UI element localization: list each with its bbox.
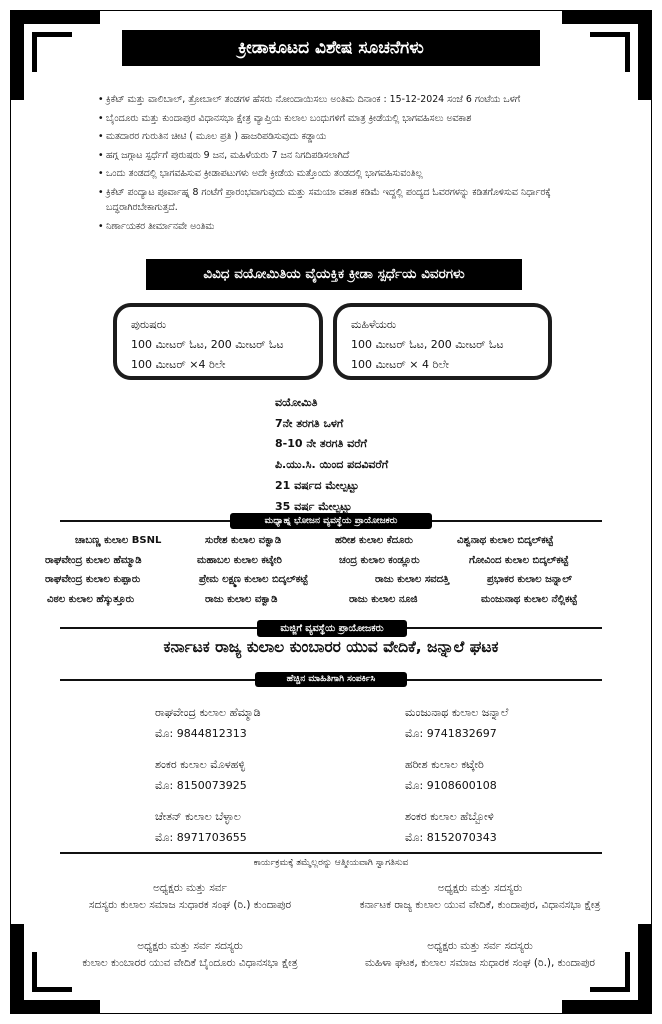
contact-name: ಹರೀಶ ಕುಲಾಲ ಕಟ್ಕೇರಿ [405,758,484,771]
host-block [55,938,325,972]
men-events-box [113,303,323,380]
sponsor-name: ಸುರೇಶ ಕುಲಾಲ ವಕ್ವಾಡಿ [205,535,282,546]
welcome-text: ಕಾರ್ಯಕ್ರಮಕ್ಕೆ ತಮ್ಮೆಲ್ಲರನ್ನು ಆತ್ಮೀಯವಾಗಿ ಸ್ವಾಗತಿಸುವ [253,858,409,868]
age-group-item: ಪಿ.ಯು.ಸಿ. ಯಿಂದ ಪದವಿವರೆಗೆ [275,458,389,472]
host-organization: ಸದಸ್ಯರು ಕುಲಾಲ ಸಮಾಜ ಸುಧಾರಕ ಸಂಘ (ರಿ.) ಕುಂದಾಪುರ [88,899,292,911]
women-heading: ಮಹಿಳೆಯರು [351,318,397,331]
organization-name: ಕರ್ನಾಟಕ ರಾಜ್ಯ ಕುಲಾಲ ಕುಂಬಾರರ ಯುವ ವೇದಿಕೆ, ಜನ್ನಾಲೆ ಘಟಕ [163,638,499,656]
sponsor-name: ಪ್ರೇಮ ಲಕ್ಷ್ಮಣ ಕುಲಾಲ ಬಿದ್ಕಲ್‌ಕಟ್ಟೆ [199,574,308,585]
men-heading: ಪುರುಷರು [131,318,167,331]
sponsor-name: ಚಾಬಣ್ಣ ಕುಲಾಲ BSNL [75,535,162,546]
host-block [325,938,635,972]
rule-item: • ಕ್ರಿಕೆಟ್ ಮತ್ತು ವಾಲಿಬಾಲ್, ತ್ರೋಬಾಲ್ ತಂಡಗಳ ಹೆಸರು ನೋಂದಾಯಿಸಲು ಅಂತಿಮ ದಿನಾಂಕ : 15-12-2024 ಸಂಜೆ 6 ಗಂಟೆಯ ಒಳಗೆ [98,92,568,107]
corner-ornament-top-right [562,10,652,100]
corner-ornament-top-left [10,10,100,100]
contact-phone: ಮೊ: 9741832697 [405,727,497,740]
buttermilk-sponsor-label: ಮಜ್ಜಿಗೆ ವ್ಯವಸ್ಥೆಯ ಪ್ರಾಯೋಜಕರು [257,620,407,637]
men-event-line: 100 ಮೀಟರ್ ×4 ರಿಲೇ [131,358,226,371]
contact-phone: ಮೊ: 8971703655 [155,831,247,844]
sponsor-name: ಪ್ರಭಾಕರ ಕುಲಾಲ ಜನ್ನಾಲ್ [487,574,573,585]
divider [60,852,602,854]
rules-list [98,92,568,237]
sponsor-name: ರಾಘವೇಂದ್ರ ಕುಲಾಲ ಕುಪ್ಪಾರು [45,574,141,585]
rule-item: • ಮತದಾರರ ಗುರುತಿನ ಚೀಟಿ ( ಮೂಲ ಪ್ರತಿ ) ಹಾಜರಿಪಡಿಸುವುದು ಕಡ್ಡಾಯ [98,129,568,144]
sponsor-row [45,535,619,555]
contact-phone: ಮೊ: 8150073925 [155,779,247,792]
women-event-line: 100 ಮೀಟರ್ ಓಟ, 200 ಮೀಟರ್ ಓಟ [351,338,504,351]
age-groups-heading: ವಯೋಮಿತಿ [275,396,318,409]
sponsor-name: ವಿಶ್ವನಾಥ ಕುಲಾಲ ಬಿದ್ಕಲ್‌ಕಟ್ಟೆ [457,535,554,546]
age-group-item: 35 ವರ್ಷ ಮೇಲ್ಪಟ್ಟು [275,499,352,513]
sponsor-name: ರಾಜು ಕುಲಾಲ ಸವದತ್ತಿ [375,574,450,585]
sponsor-row [45,574,619,594]
host-role: ಅಧ್ಯಕ್ಷರು ಮತ್ತು ಸದಸ್ಯರು [437,882,523,894]
rule-item: • ಬೈಂದೂರು ಮತ್ತು ಕುಂದಾಪುರ ವಿಧಾನಸಭಾ ಕ್ಷೇತ್ರ ವ್ಯಾಪ್ತಿಯ ಕುಲಾಲ ಬಂಧುಗಳಿಗೆ ಮಾತ್ರ ಕ್ರೀಡೆಯಲ್ಲಿ ಭಾಗವಹಿಸಲು ಅವಕಾಶ [98,111,568,126]
lunch-sponsors-label: ಮಧ್ಯಾಹ್ನ ಭೋಜನ ವ್ಯವಸ್ಥೆಯ ಪ್ರಾಯೋಜಕರು [230,513,432,529]
rule-item: • ಕ್ರಿಕೆಟ್ ಪಂದ್ಯಾಟ ಪೂರ್ವಾಹ್ನ 8 ಗಂಟೆಗೆ ಪ್ರಾರಂಭವಾಗುವುದು ಮತ್ತು ಸಮಯಾ ವಕಾಶ ಕಡಿಮೆ ಇದ್ದಲ್ಲಿ ಪಂದ್ಯದ ಓವರಗಳನ್ನು ಕಡಿತಗೊಳಿಸುವ ನಿರ್ಧಾರಕ್ಕೆ ಬದ್ಧರಾಗಿರಬೇಕಾಗುತ್ತದೆ. [98,185,568,215]
age-group-item: 21 ವರ್ಷದ ಮೇಲ್ಪಟ್ಟು [275,478,359,492]
host-block [60,880,320,914]
sponsor-name: ರಾಜು ಕುಲಾಲ ವಕ್ವಾಡಿ [205,593,278,605]
sponsor-name: ಮಹಾಬಲ ಕುಲಾಲ ಕಟ್ಕೇರಿ [197,554,282,566]
age-groups [275,393,388,517]
contact-name: ಚೇತನ್ ಕುಲಾಲ ಬೆಳ್ಳಾಲ [155,810,241,823]
sponsor-name: ಮಂಜುನಾಥ ಕುಲಾಲ ನೆಲ್ಲಿಕಟ್ಟೆ [481,593,578,605]
men-event-line: 100 ಮೀಟರ್ ಓಟ, 200 ಮೀಟರ್ ಓಟ [131,338,284,351]
sponsor-name: ಚಂದ್ರ ಕುಲಾಲ ಕಂಡ್ಲೂರು [339,554,420,566]
contact-phone: ಮೊ: 9108600108 [405,779,497,792]
host-role: ಅಧ್ಯಕ್ಷರು ಮತ್ತು ಸರ್ವ ಸದಸ್ಯರು [137,940,243,952]
women-event-line: 100 ಮೀಟರ್ × 4 ರಿಲೇ [351,358,449,371]
lunch-sponsors-grid [45,535,619,613]
sponsor-row [45,555,619,575]
host-organization: ಕರ್ನಾಟಕ ರಾಜ್ಯ ಕುಲಾಲ ಯುವ ವೇದಿಕೆ, ಕುಂದಾಪುರ, ವಿಧಾನಸಭಾ ಕ್ಷೇತ್ರ [359,899,601,911]
sponsor-name: ಹರೀಶ ಕುಲಾಲ ಕೆದೂರು [335,535,413,546]
contact-phone: ಮೊ: 8152070343 [405,831,497,844]
age-group-item: 7ನೇ ತರಗತಿ ಒಳಗೆ [275,416,344,430]
sponsor-name: ರಾಜು ಕುಲಾಲ ನೂಜಿ [349,593,418,605]
contact-name: ಮಂಜುನಾಥ ಕುಲಾಲ ಜನ್ನಾಲೆ [405,706,509,719]
contact-name: ಶಂಕರ ಕುಲಾಲ ಹೆಬ್ಬೋಳಿ [405,810,494,823]
page-title: ಕ್ರೀಡಾಕೂಟದ ವಿಶೇಷ ಸೂಚನೆಗಳು [122,30,540,66]
host-block [330,880,630,914]
sponsor-name: ವಿಠಲ ಕುಲಾಲ ಹೆಸ್ಕುತ್ತೂರು [47,593,135,605]
host-role: ಅಧ್ಯಕ್ಷರು ಮತ್ತು ಸರ್ವ [153,882,227,894]
sponsor-name: ಗೋವಿಂದ ಕುಲಾಲ ಬಿದ್ಕಲ್‌ಕಟ್ಟೆ [469,554,569,566]
women-events-box [333,303,552,380]
sponsor-name: ರಾಘವೇಂದ್ರ ಕುಲಾಲ ಹೆಮ್ಮಾಡಿ [45,554,142,566]
host-organization: ಮಹಿಳಾ ಘಟಕ, ಕುಲಾಲ ಸಮಾಜ ಸುಧಾರಕ ಸಂಘ (ರಿ.), ಕುಂದಾಪುರ [365,957,595,969]
events-heading: ವಿವಿಧ ವಯೋಮಿತಿಯ ವೈಯಕ್ತಿಕ ಕ್ರೀಡಾ ಸ್ಪರ್ಧೆಯ ವಿವರಗಳು [146,259,522,290]
contact-label: ಹೆಚ್ಚಿನ ಮಾಹಿತಿಗಾಗಿ ಸಂಪರ್ಕಿಸಿ [255,672,407,687]
rule-item: • ನಿರ್ಣಾಯಕರ ತೀರ್ಮಾನವೇ ಅಂತಿಮ [98,219,568,234]
rule-item: • ಹಗ್ಗ ಜಗ್ಗಾಟ ಸ್ಪರ್ಧೆಗೆ ಪುರುಷರು 9 ಜನ, ಮಹಿಳೆಯರು 7 ಜನ ನಿಗದಿಪಡಿಸಲಾಗಿದೆ [98,148,568,163]
sponsor-row [45,594,619,614]
rule-item: • ಒಂದು ತಂಡದಲ್ಲಿ ಭಾಗವಹಿಸುವ ಕ್ರೀಡಾಪಟುಗಳು ಅದೇ ಕ್ರೀಡೆಯ ಮತ್ತೊಂದು ತಂಡದಲ್ಲಿ ಭಾಗವಹಿಸುವಂತಿಲ್ಲ [98,166,568,181]
age-group-item: 8-10 ನೇ ತರಗತಿ ವರೆಗೆ [275,437,367,451]
contact-name: ರಾಘವೇಂದ್ರ ಕುಲಾಲ ಹೆಮ್ಮಾಡಿ [155,706,261,719]
contacts-left [155,705,261,861]
contact-name: ಶಂಕರ ಕುಲಾಲ ಮೊಳಹಳ್ಳಿ [155,758,246,771]
host-organization: ಕುಲಾಲ ಕುಂಬಾರರ ಯುವ ವೇದಿಕೆ ಬೈಂದೂರು ವಿಧಾನಸಭಾ ಕ್ಷೇತ್ರ [82,957,298,969]
contacts-right [405,705,508,861]
contact-phone: ಮೊ: 9844812313 [155,727,247,740]
host-role: ಅಧ್ಯಕ್ಷರು ಮತ್ತು ಸರ್ವ ಸದಸ್ಯರು [427,940,533,952]
